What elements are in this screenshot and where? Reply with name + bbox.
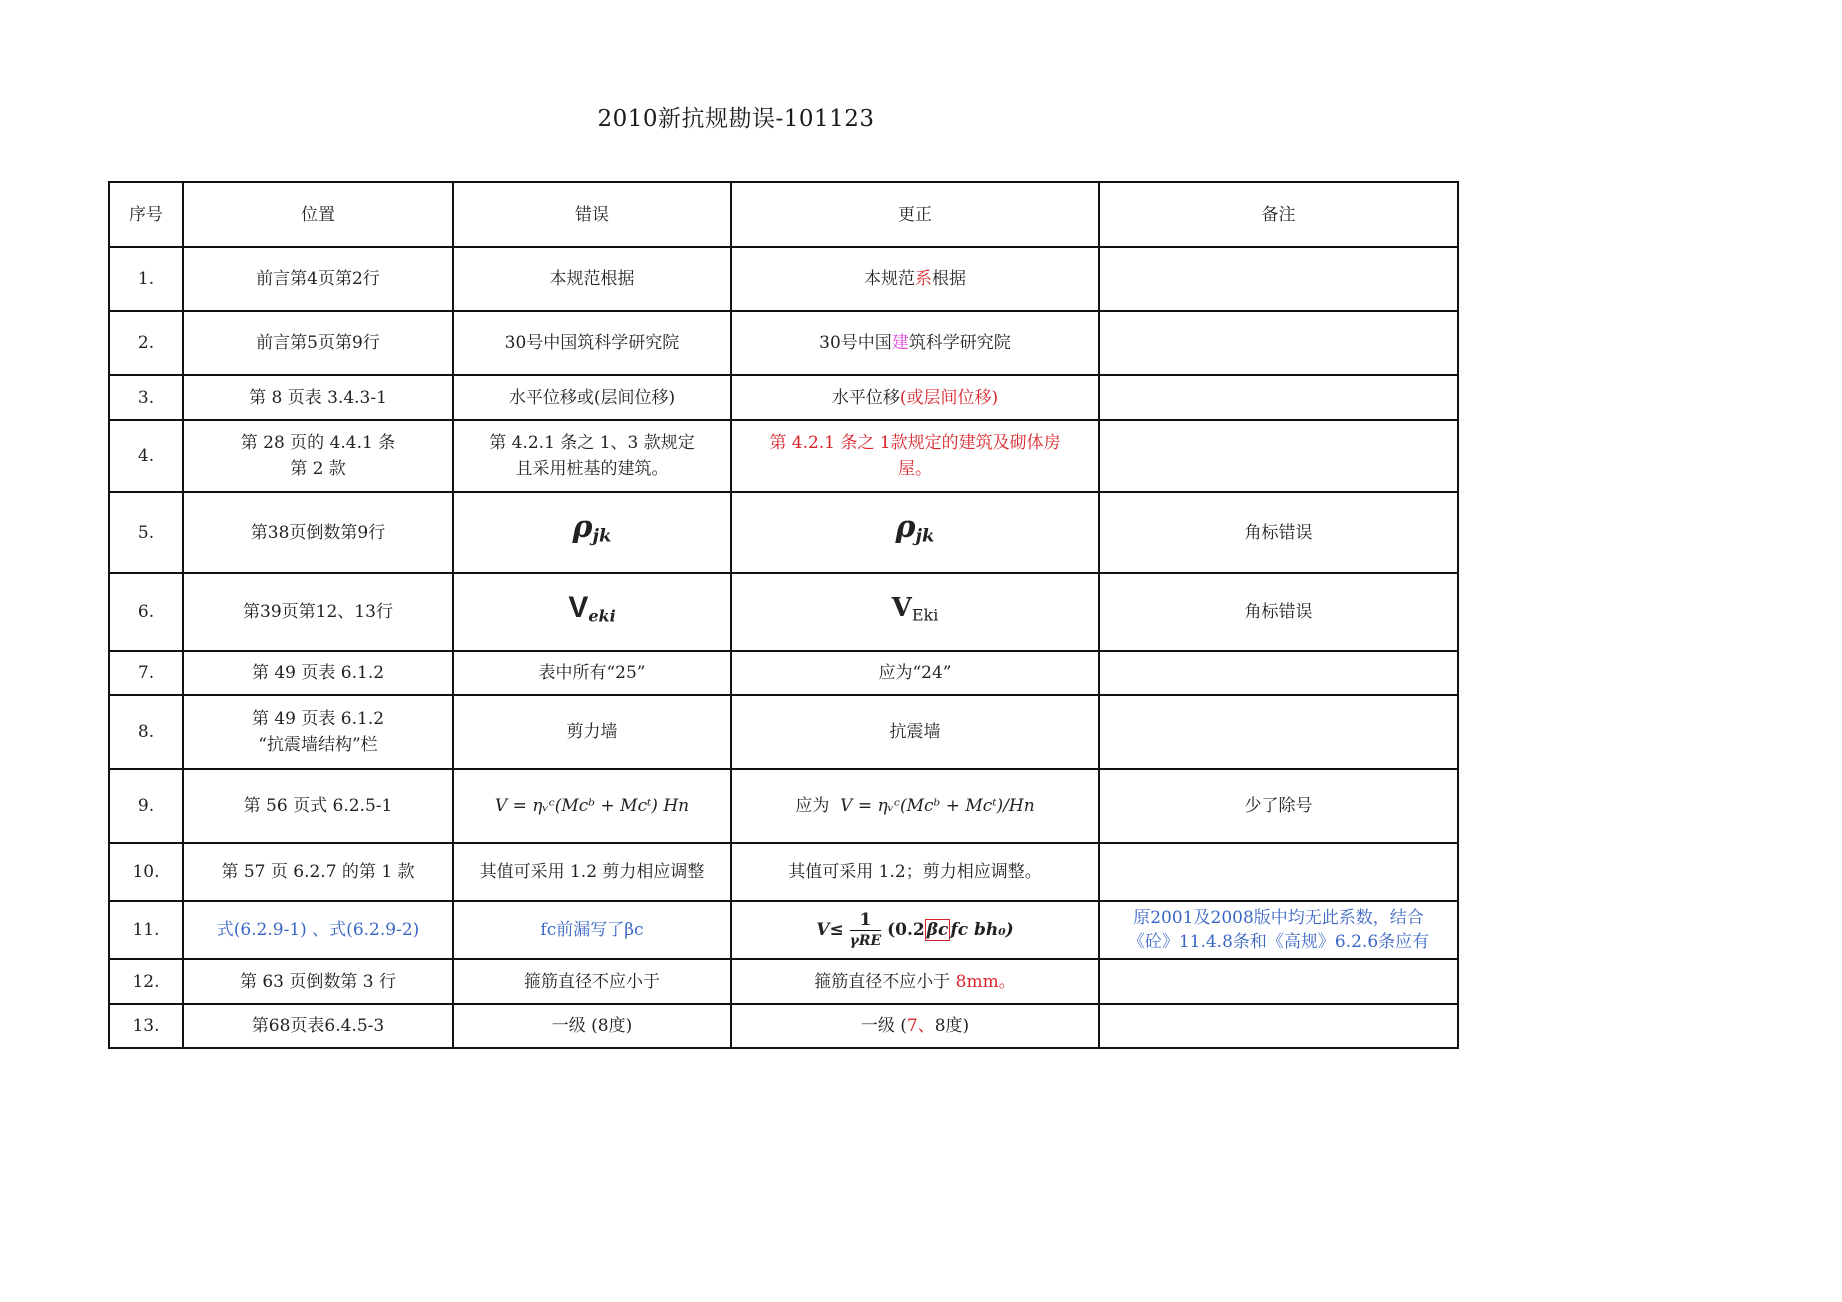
row-number: 7.	[109, 651, 183, 695]
fraction-denominator: γRE	[849, 932, 882, 949]
row-number: 12.	[109, 959, 183, 1004]
correction-cell	[731, 375, 1099, 420]
formula: V = ηᵥᶜ(Mcᵇ + Mcᵗ)/Hn	[840, 796, 1035, 816]
row-number: 9.	[109, 769, 183, 843]
errata-table	[108, 181, 1459, 1049]
correction-line: 第 4.2.1 条之 1款规定的建筑及砌体房	[769, 433, 1061, 453]
error-line: 且采用桩基的建筑。	[515, 459, 669, 479]
error-cell	[453, 573, 731, 651]
note-cell	[1099, 375, 1458, 420]
note-cell	[1099, 959, 1458, 1004]
table-row	[109, 901, 1458, 959]
location-cell	[183, 695, 453, 769]
row-number: 1.	[109, 247, 183, 311]
correction-text: 一级 (	[860, 1016, 907, 1036]
correction-cell: 其值可采用 1.2；剪力相应调整。	[731, 843, 1099, 901]
correction-highlight: (或层间位移)	[899, 387, 999, 408]
table-row	[109, 375, 1458, 420]
location-line: 第 2 款	[290, 459, 346, 479]
row-number: 2.	[109, 311, 183, 375]
note-cell	[1099, 843, 1458, 901]
location-cell: 第68页表6.4.5-3	[183, 1004, 453, 1048]
error-cell: 箍筋直径不应小于	[453, 959, 731, 1004]
symbol-base: V	[891, 593, 912, 624]
table-row	[109, 959, 1458, 1004]
row-number: 8.	[109, 695, 183, 769]
location-cell: 第39页第12、13行	[183, 573, 453, 651]
correction-cell	[731, 959, 1099, 1004]
error-cell: 水平位移或(层间位移)	[453, 375, 731, 420]
table-row	[109, 420, 1458, 492]
note-cell	[1099, 901, 1458, 959]
note-cell	[1099, 311, 1458, 375]
table-row	[109, 695, 1458, 769]
correction-text: 水平位移	[831, 387, 900, 408]
correction-line: 屋。	[898, 459, 932, 479]
location-cell: 第 8 页表 3.4.3-1	[183, 375, 453, 420]
location-cell	[183, 420, 453, 492]
table-row	[109, 769, 1458, 843]
formula-open: (0.2	[887, 919, 925, 940]
note-line: 《砼》11.4.8条和《高规》6.2.6条应有	[1127, 932, 1430, 952]
error-cell	[453, 420, 731, 492]
note-cell	[1099, 651, 1458, 695]
location-cell: 第 57 页 6.2.7 的第 1 款	[183, 843, 453, 901]
error-cell: fc前漏写了βc	[453, 901, 731, 959]
correction-highlight: 7、	[906, 1016, 935, 1036]
note-cell	[1099, 695, 1458, 769]
correction-highlight: 系	[915, 269, 932, 289]
header-note: 备注	[1099, 182, 1458, 247]
error-cell: 剪力墙	[453, 695, 731, 769]
row-number: 4.	[109, 420, 183, 492]
formula-lhs: V≤	[816, 919, 844, 940]
note-cell: 角标错误	[1099, 492, 1458, 573]
correction-cell	[731, 1004, 1099, 1048]
table-row	[109, 651, 1458, 695]
correction-cell: 应为“24”	[731, 651, 1099, 695]
table-row	[109, 843, 1458, 901]
note-cell	[1099, 1004, 1458, 1048]
correction-cell	[731, 311, 1099, 375]
note-cell	[1099, 247, 1458, 311]
table-row	[109, 573, 1458, 651]
location-cell: 第 49 页表 6.1.2	[183, 651, 453, 695]
location-line: 第 49 页表 6.1.2	[251, 709, 385, 729]
error-cell: 一级 (8度)	[453, 1004, 731, 1048]
location-cell: 前言第5页第9行	[183, 311, 453, 375]
symbol-subscript: jk	[592, 525, 612, 547]
row-number: 3.	[109, 375, 183, 420]
correction-text: 8度)	[934, 1016, 970, 1036]
note-line: 原2001及2008版中均无此系数，结合	[1133, 908, 1424, 928]
location-cell: 式(6.2.9-1) 、式(6.2.9-2)	[183, 901, 453, 959]
row-number: 10.	[109, 843, 183, 901]
correction-highlight: 8mm。	[955, 971, 1016, 992]
row-number: 6.	[109, 573, 183, 651]
correction-cell	[731, 247, 1099, 311]
correction-cell	[731, 492, 1099, 573]
table-row	[109, 1004, 1458, 1048]
fraction	[850, 910, 882, 951]
location-cell: 第38页倒数第9行	[183, 492, 453, 573]
correction-cell	[731, 901, 1099, 959]
note-cell: 少了除号	[1099, 769, 1458, 843]
table-row	[109, 311, 1458, 375]
location-line: “抗震墙结构”栏	[258, 735, 378, 755]
error-line: 第 4.2.1 条之 1、3 款规定	[489, 433, 695, 453]
location-cell: 第 56 页式 6.2.5-1	[183, 769, 453, 843]
correction-text: 根据	[932, 269, 966, 289]
error-cell: 其值可采用 1.2 剪力相应调整	[453, 843, 731, 901]
error-cell: 30号中国筑科学研究院	[453, 311, 731, 375]
symbol-subscript: eki	[588, 606, 616, 626]
correction-cell	[731, 573, 1099, 651]
location-line: 第 28 页的 4.4.1 条	[240, 433, 396, 453]
location-cell: 第 63 页倒数第 3 行	[183, 959, 453, 1004]
table-row	[109, 492, 1458, 573]
table-header-row	[109, 182, 1458, 247]
correction-text: 筑科学研究院	[908, 333, 1011, 353]
header-index: 序号	[109, 182, 183, 247]
correction-cell: 抗震墙	[731, 695, 1099, 769]
row-number: 11.	[109, 901, 183, 959]
correction-prefix: 应为	[795, 796, 830, 816]
header-error: 错误	[453, 182, 731, 247]
location-cell: 前言第4页第2行	[183, 247, 453, 311]
error-cell: V = ηᵥᶜ(Mcᵇ + Mcᵗ) Hn	[453, 769, 731, 843]
correction-text: 箍筋直径不应小于	[814, 971, 956, 992]
correction-cell	[731, 769, 1099, 843]
symbol-base: ρ	[572, 510, 593, 546]
correction-highlight: 建	[891, 333, 909, 353]
document-title: 2010新抗规勘误-101123	[597, 106, 875, 132]
symbol-base: V	[568, 590, 589, 624]
table-row	[109, 247, 1458, 311]
header-location: 位置	[183, 182, 453, 247]
row-number: 5.	[109, 492, 183, 573]
correction-text: 30号中国	[819, 333, 892, 353]
correction-cell	[731, 420, 1099, 492]
symbol-subscript: Eki	[911, 605, 939, 625]
symbol-subscript: jk	[915, 525, 935, 547]
fraction-numerator: 1	[850, 910, 882, 931]
note-cell	[1099, 420, 1458, 492]
error-cell	[453, 492, 731, 573]
formula-beta-boxed: βc	[926, 919, 949, 940]
note-cell: 角标错误	[1099, 573, 1458, 651]
row-number: 13.	[109, 1004, 183, 1048]
header-correction: 更正	[731, 182, 1099, 247]
correction-text: 本规范	[864, 269, 915, 289]
error-cell: 表中所有“25”	[453, 651, 731, 695]
formula-rest: fc bh₀)	[950, 919, 1014, 940]
symbol-base: ρ	[895, 510, 916, 546]
error-cell: 本规范根据	[453, 247, 731, 311]
